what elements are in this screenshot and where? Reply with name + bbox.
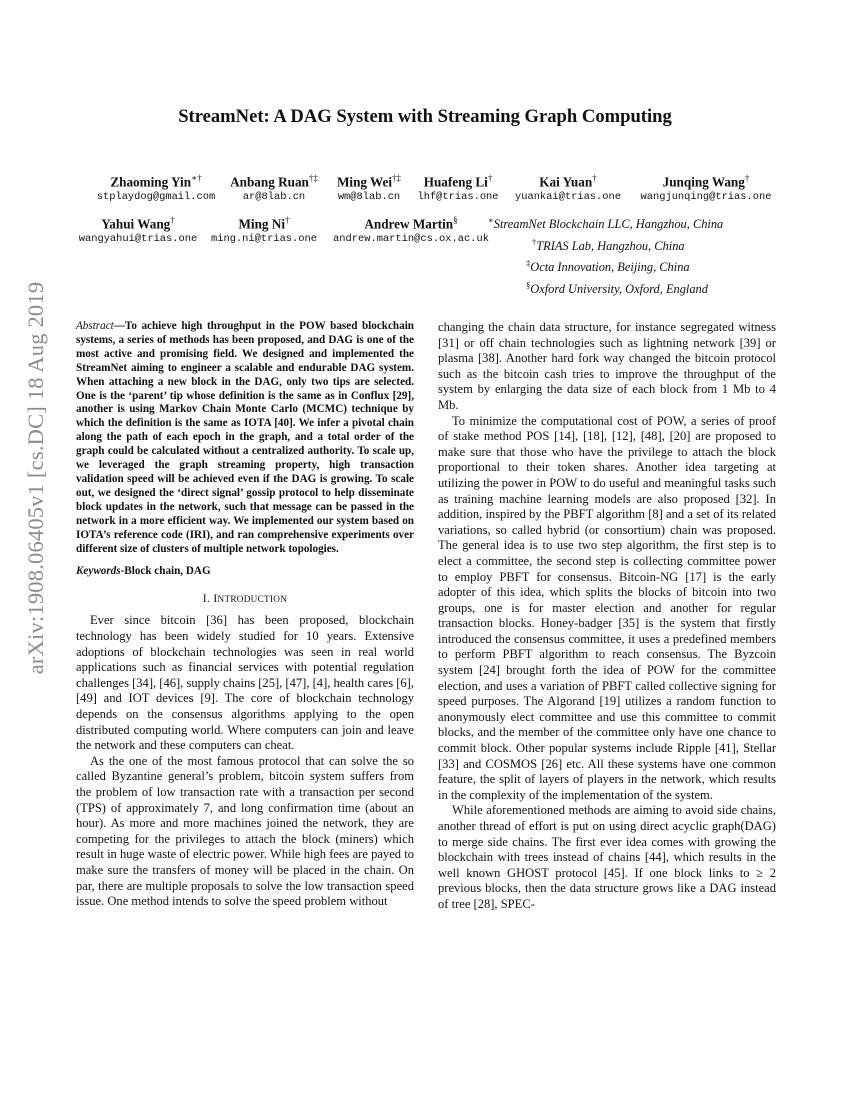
author-name: Yahui Wang†	[101, 215, 175, 232]
author-block	[86, 170, 226, 204]
paragraph: While aforementioned methods are aiming to avoid side chains, another thread of effort is put on using direct acyclic graph(DAG) to merge side chains. The first ever idea comes with growing the blockchain with trees instead of chains [44], which results in the well known GHOST protocol [45]. If one block links to ≥ 2 previous blocks, then the data structure grows like a DAG instead of tree [28], SPEC-	[438, 803, 776, 911]
author-email: wangyahui@trias.one	[78, 233, 198, 246]
abstract	[76, 320, 414, 556]
author-block	[412, 170, 504, 204]
author-name: Zhaoming Yin∗†	[110, 173, 202, 190]
author-block	[222, 170, 326, 204]
paragraph: Ever since bitcoin [36] has been proposed, blockchain technology has been widely studied for 10 years. Extensive adoptions of blockchain technologies was seen in real world applications such as financial services with potential regulation challenges [34], [46], supply chains [25], [47], [4], health cares [6], [49] and IOT devices [9]. The core of blockchain technology depends on the consensus algorithms applying to the open distributed computing world. Where computers can join and leave the network and these computers can cheat.	[76, 613, 414, 753]
right-column	[438, 320, 776, 913]
author-email: ar@8lab.cn	[242, 191, 306, 204]
author-block	[74, 212, 202, 246]
author-email: stplaydog@gmail.com	[96, 191, 216, 204]
author-block	[204, 212, 324, 246]
author-email: yuankai@trias.one	[514, 191, 621, 204]
paragraph: changing the chain data structure, for instance segregated witness [31] or off chain technologies such as lightning network [39] or plasma [38]. Another hard fork way changed the bitcoin protocol such as the bitcoin cash tries to improve the throughput of the system by enlarging the data size of each block from 1 Mb to 4 Mb.	[438, 320, 776, 412]
author-email: lhf@trias.one	[417, 191, 499, 204]
author-name: Anbang Ruan†‡	[230, 173, 318, 190]
author-name: Huafeng Li†	[423, 173, 493, 190]
keywords-label: Keywords	[76, 565, 121, 578]
author-name: Kai Yuan†	[539, 173, 597, 190]
section-heading-introduction: I. INTRODUCTION	[202, 592, 288, 606]
author-block	[508, 170, 628, 204]
abstract-text: —To achieve high throughput in the POW based blockchain systems, a series of methods has been proposed, and DAG is one of the most active and promising field. We designed and implemented the StreamNet aiming to engineer a scalable and endurable DAG system. When attaching a new block in the DAG, only two tips are selected. One is the ‘parent’ tip whose definition is the same as in Conflux [29], another is using Markov Chain Monte Carlo (MCMC) technique by which the definition is the same as IOTA [40]. We infer a pivotal chain along the path of each epoch in the graph, and a total order of the graph could be calculated without a centralized authority. To scale up, we leveraged the graph streaming property, high transaction validation speed will be achieved even if the DAG is growing. To scale out, we designed the ‘direct signal’ gossip protocol to help disseminate block updates in the network, such that message can be passed in the network in a more efficient way. We implemented our system based on IOTA’s reference code (IRI), and ran comprehensive experiments over different size of clusters of multiple network topologies.	[76, 320, 414, 555]
arxiv-identifier-stamp	[22, 281, 50, 675]
author-block	[326, 212, 496, 246]
paper-title: StreamNet: A DAG System with Streaming Graph Computing	[178, 106, 672, 127]
arxiv-identifier-text: arXiv:1908.06405v1 [cs.DC] 18 Aug 2019	[23, 281, 48, 675]
author-email: ming.ni@trias.one	[210, 233, 317, 246]
author-name: Andrew Martin§	[364, 215, 458, 232]
affiliation-line: ∗StreamNet Blockchain LLC, Hangzhou, China	[488, 215, 724, 232]
affiliation-line: ‡Octa Innovation, Beijing, China	[526, 258, 690, 275]
abstract-label: Abstract	[76, 320, 114, 332]
author-name: Junqing Wang†	[662, 173, 750, 190]
keywords	[76, 564, 414, 578]
author-email: wm@8lab.cn	[337, 191, 401, 204]
author-email: andrew.martin@cs.ox.ac.uk	[333, 233, 489, 246]
paragraph: To minimize the computational cost of POW, a series of proof of stake method POS [14], [18], [12], [48], [20] are proposed to make sure that those who have the privilege to attach the block proportional to their token shares. Another idea targeting at utilizing the power in POW to do useful and meaningful tasks such as training machine learning models are also proposed [32]. In addition, inspired by the PBFT algorithm [8] and a set of its related variations, so called hybrid (or consortium) chain was proposed. The general idea is to use two step algorithm, the first step is to elect a committee, the second step is collecting committee power to employ PBFT for consensus. Bitcoin-NG [17] is the early adopter of this idea, which splits the blocks of bitcoin into two groups, one is for master election and another for regular transaction blocks. Honey-badger [35] is the system that firstly introduced the consensus committee, it uses a predefined members to perform PBFT algorithm to reach consensus. The Byzcoin system [24] brought forth the idea of POW for the committee election, and uses a variation of PBFT called collective signing for speed purposes. The Algorand [19] utilizes a random function to anonymously elect committee and use this committee to commit blocks, and the member of the committee only have one chance to commit block. Other popular systems include Ripple [41], Stellar [33] and COSMOS [26] etc. All these systems have one common feature, the split of layers of players in the network, which results in the complexity of the implementation of the system.	[438, 413, 776, 802]
affiliations	[488, 212, 723, 299]
author-block	[326, 170, 412, 204]
author-block	[632, 170, 780, 204]
keywords-text: -Block chain, DAG	[120, 565, 211, 578]
author-name: Ming Wei†‡	[336, 173, 402, 190]
affiliation-line: §Oxford University, Oxford, England	[526, 280, 708, 297]
author-email: wangjunqing@trias.one	[640, 191, 772, 204]
affiliation-line: †TRIAS Lab, Hangzhou, China	[532, 236, 685, 253]
author-name: Ming Ni†	[238, 215, 290, 232]
left-column	[76, 320, 414, 910]
paragraph: As the one of the most famous protocol that can solve the so called Byzantine general’s problem, bitcoin system suffers from the problem of low transaction rate with a transaction per second (TPS) of approximately 7, and long confirmation time (about an hour). As more and more machines joined the network, they are competing for the privileges to attach the block (miners) which result in huge waste of electric power. While high fees are payed to make sure the transfers of money will be placed in the chain. On par, there are multiple proposals to solve the low transaction speed issue. One method intends to solve the speed problem without	[76, 753, 414, 909]
